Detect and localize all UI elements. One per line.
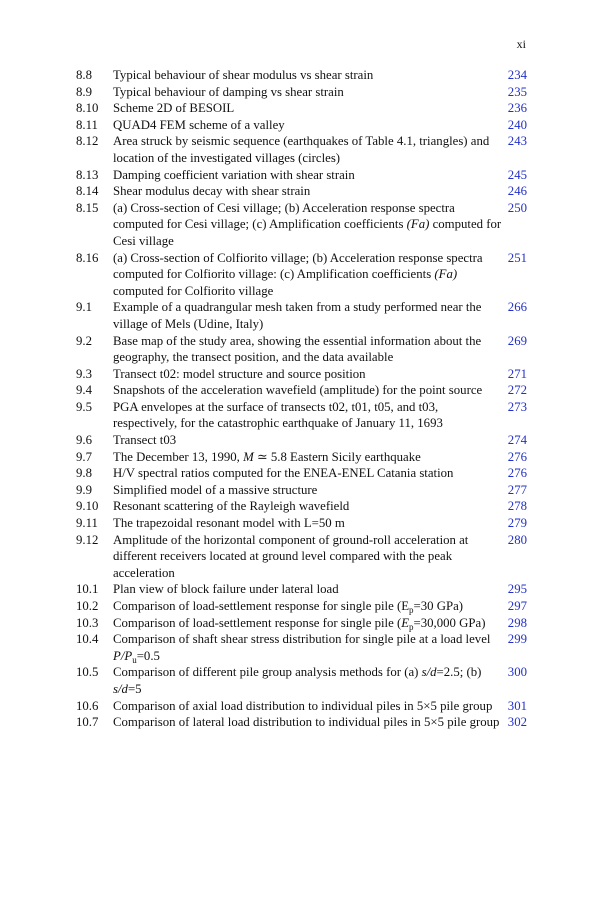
- figure-caption: Base map of the study area, showing the essential information about the geography, the transect position, and the data available: [113, 333, 482, 365]
- figure-number: 8.9: [76, 84, 92, 99]
- figure-number: 9.2: [76, 333, 92, 348]
- toc-entry: [76, 482, 527, 499]
- page-link[interactable]: 236: [507, 101, 527, 116]
- figure-number: 10.2: [76, 599, 99, 613]
- figure-caption: Comparison of axial load distribution to individual piles in 5×5 pile group: [113, 698, 493, 713]
- page-link[interactable]: 245: [507, 167, 527, 182]
- figure-number: 9.8: [76, 466, 92, 481]
- page-link[interactable]: 266: [507, 300, 527, 315]
- figure-caption: Comparison of load-settlement response for single pile ($E_p=30$ GPa): [113, 599, 464, 615]
- page-link[interactable]: 297: [507, 599, 527, 613]
- toc-entry: [76, 117, 527, 134]
- figure-number: 10.1: [76, 582, 99, 597]
- page-link[interactable]: 276: [507, 466, 527, 481]
- page-link[interactable]: 271: [507, 366, 527, 381]
- page-link[interactable]: 269: [507, 333, 527, 348]
- figure-caption: (a) Cross-section of Colfiorito village; (b) Acceleration response spectra computed for Colfiorito village: (c) Amplification coefficients (Fa) computed for Colfiorito village: [113, 250, 483, 298]
- figure-number: 8.10: [76, 101, 99, 116]
- figure-caption: H/V spectral ratios computed for the ENEA-ENEL Catania station: [113, 466, 454, 481]
- page-link[interactable]: 302: [507, 715, 527, 730]
- page-link[interactable]: 280: [507, 532, 527, 547]
- figure-caption: Simplified model of a massive structure: [113, 482, 318, 497]
- toc-entry: [76, 333, 527, 366]
- figure-number: 8.13: [76, 167, 99, 182]
- figure-number: 9.4: [76, 383, 92, 398]
- figure-number: 10.7: [76, 715, 99, 730]
- toc-entry: [76, 167, 527, 184]
- figure-number: 9.7: [76, 449, 92, 464]
- toc-entry: [76, 515, 527, 532]
- figure-caption: PGA envelopes at the surface of transects t02, t01, t05, and t03, respectively, for the catastrophic earthquake of January 11, 1693: [113, 399, 443, 431]
- page-link[interactable]: 246: [507, 184, 527, 199]
- page-link[interactable]: 243: [507, 134, 527, 149]
- figure-caption: Resonant scattering of the Rayleigh wavefield: [113, 499, 350, 514]
- toc-entry: [76, 200, 527, 250]
- page-link[interactable]: 274: [507, 433, 527, 448]
- page-link[interactable]: 276: [507, 449, 527, 464]
- figure-number: 8.8: [76, 68, 92, 82]
- figure-caption: QUAD4 FEM scheme of a valley: [113, 117, 285, 132]
- figure-caption: Scheme 2D of BESOIL: [113, 101, 235, 116]
- page-link[interactable]: 234: [507, 68, 527, 82]
- figure-caption: Transect t02: model structure and source position: [113, 366, 366, 381]
- figure-caption: Shear modulus decay with shear strain: [113, 184, 311, 199]
- figure-number: 8.11: [76, 117, 98, 132]
- toc-entry: [76, 714, 527, 731]
- toc-entry: [76, 67, 527, 84]
- figure-caption: Amplitude of the horizontal component of ground-roll acceleration at different receivers located at ground level compared with the peak acceleration: [113, 532, 469, 580]
- toc-entry: [76, 432, 527, 449]
- toc-entry: [76, 449, 527, 466]
- toc-entry: [76, 581, 527, 598]
- page-link[interactable]: 277: [507, 482, 527, 497]
- page-link[interactable]: 272: [507, 383, 527, 398]
- page-link[interactable]: 301: [507, 698, 527, 713]
- figure-caption: The trapezoidal resonant model with L=50 m: [113, 516, 345, 531]
- figure-caption: Transect t03: [113, 433, 177, 448]
- toc-entry: [76, 133, 527, 166]
- figure-caption: Damping coefficient variation with shear strain: [113, 167, 355, 182]
- page-link[interactable]: 251: [507, 250, 527, 265]
- figure-number: 9.3: [76, 366, 92, 381]
- page-link[interactable]: 240: [507, 117, 527, 132]
- figure-number: 10.6: [76, 698, 99, 713]
- toc-entry: [76, 183, 527, 200]
- page-number: xi: [516, 37, 526, 51]
- page-link[interactable]: 235: [507, 84, 527, 99]
- toc-entry: [76, 664, 527, 697]
- figure-caption: Typical behaviour of damping vs shear strain: [113, 84, 344, 99]
- figure-caption: Comparison of load-settlement response for single pile ($E_p=30,000$ GPa): [113, 615, 486, 632]
- toc-entry: [76, 100, 527, 117]
- figure-caption: Snapshots of the acceleration wavefield (amplitude) for the point source: [113, 383, 483, 398]
- figure-number: 10.4: [76, 632, 99, 647]
- toc-entry: [76, 598, 527, 615]
- figure-number: 9.1: [76, 300, 92, 315]
- toc-entry: [76, 465, 527, 482]
- toc-entry: [76, 84, 527, 101]
- toc-entry: [76, 615, 527, 632]
- figure-number: 8.16: [76, 250, 99, 265]
- toc-entry: [76, 498, 527, 515]
- toc-entry: [76, 399, 527, 432]
- toc-entry: [76, 299, 527, 332]
- toc-entry: [76, 532, 527, 582]
- figure-caption: Example of a quadrangular mesh taken from a study performed near the village of Mels (Udine, Italy): [113, 300, 482, 331]
- figure-caption: The December 13, 1990, M ≃ 5.8 Eastern Sicily earthquake: [113, 449, 421, 464]
- figure-number: 10.5: [76, 665, 99, 680]
- figure-number: 9.11: [76, 516, 98, 531]
- figure-number: 9.6: [76, 433, 92, 448]
- toc-entry: [76, 382, 527, 399]
- page-link[interactable]: 278: [507, 499, 527, 514]
- toc-entry: [76, 250, 527, 300]
- page-link[interactable]: 299: [507, 632, 527, 647]
- page-link[interactable]: 300: [507, 665, 527, 680]
- figure-caption: Area struck by seismic sequence (earthquakes of Table 4.1, triangles) and location of the investigated villages (circles): [113, 134, 490, 165]
- page-link[interactable]: 273: [507, 399, 527, 414]
- figure-caption: Comparison of different pile group analysis methods for (a) s/d=2.5; (b) s/d=5: [113, 665, 482, 696]
- figure-number: 9.12: [76, 532, 99, 547]
- figure-number: 9.10: [76, 499, 99, 514]
- figure-caption: Comparison of lateral load distribution to individual piles in 5×5 pile group: [113, 715, 500, 730]
- figure-caption: Comparison of shaft shear stress distribution for single pile at a load level $P/P_u=0.5$: [113, 632, 491, 665]
- figure-number: 8.12: [76, 134, 99, 149]
- figure-number: 8.14: [76, 184, 99, 199]
- toc-entry: [76, 698, 527, 715]
- figure-number: 9.5: [76, 399, 92, 414]
- toc-entry: [76, 366, 527, 383]
- figure-number: 10.3: [76, 615, 99, 630]
- page-link[interactable]: 250: [507, 200, 527, 215]
- list-of-figures: [76, 67, 527, 731]
- figure-caption: Plan view of block failure under lateral load: [113, 582, 339, 597]
- page-link[interactable]: 298: [507, 615, 527, 630]
- figure-caption: (a) Cross-section of Cesi village; (b) Acceleration response spectra computed for Cesi village; (c) Amplification coefficients (Fa) computed for Cesi village: [113, 200, 502, 248]
- toc-entry: [76, 631, 527, 664]
- figure-caption: Typical behaviour of shear modulus vs shear strain: [113, 68, 374, 82]
- page-link[interactable]: 295: [507, 582, 527, 597]
- figure-number: 8.15: [76, 200, 99, 215]
- figure-number: 9.9: [76, 482, 92, 497]
- page-link[interactable]: 279: [507, 516, 527, 531]
